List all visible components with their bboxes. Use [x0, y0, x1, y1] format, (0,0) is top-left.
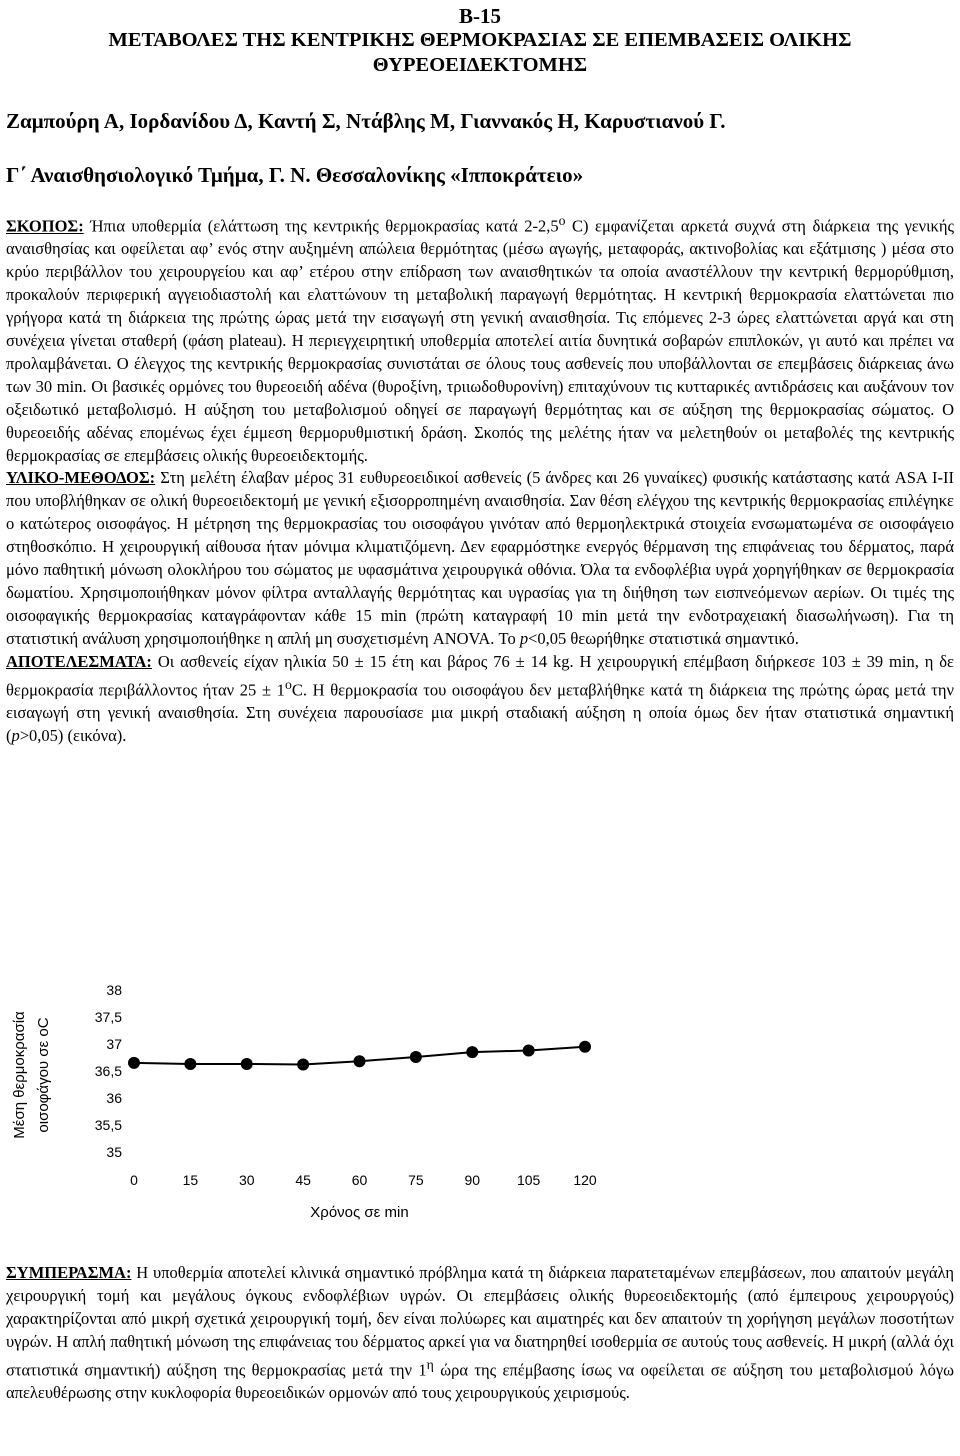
section-methods-text-1: Στη μελέτη έλαβαν μέρος 31 ευθυρεοειδικοί ασθενείς (5 άνδρες και 26 γυναίκες) φυσικής κατάστασης κατά ASA I-II που υποβλήθηκαν σε ολική θυρεοειδεκτομή με γενική εξισορροπημένη αναισθησία. Σαν θέση ελέγχου της κεντρικής θερμοκρασίας επιλέγηκε ο κατώτερος οισοφάγος. Η μέτρηση της θερμοκρασίας του οισοφάγου γινόταν από θερμοηλεκτρικά στοιχεία ενσωματωμένα σε οισοφάγειο στηθοσκόπιο. Η χειρουργική αίθουσα ήταν μόνιμα κλιματιζόμενη. Δεν εφαρμόστηκε ενεργός θέρμανση της επιφάνειας του δέρματος, παρά μόνο παθητική μόνωση ολοκλήρου του σώματος με υφασμάτινα χειρουργικά οθόνια. Όλα τα ενδοφλέβια υγρά χορηγήθηκαν σε θερμοκρασία δωματίου. Χρησιμοποιήθηκαν μόνον φίλτρα ανταλλαγής θερμότητας και υγρασίας για τη διήθηση των εισπνεόμενων αερίων. Οι τιμές της οισοφαγικής θερμοκρασίας καταγράφονταν κάθε 15 min (πρώτη καταγραφή 10 min μετά την ενδοτραχειακή διασωλήνωση). Για τη στατιστική ανάλυση χρησιμοποιήθηκε η απλή μη συσχετισμένη ANOVA. Το	[6, 468, 954, 648]
section-conclusion-text-2: ώρα της επέμβασης ίσως να οφείλεται σε αύξηση του μεταβολισμού λόγω απελευθέρωσης στην κυκλοφορία θυρεοειδικών ορμονών από τους χειρουργικούς χειρισμούς.	[6, 1360, 954, 1403]
section-results	[6, 651, 954, 748]
section-results-text-1: Οι ασθενείς είχαν ηλικία 50 ± 15 έτη και βάρος 76 ± 14 kg. Η χειρουργική επέμβαση διήρκεσε 103 ± 39 min, η δε θερμοκρασία περιβάλλοντος ήταν 25 ± 1	[6, 651, 954, 700]
data-point	[297, 1059, 309, 1071]
x-tick-label: 90	[464, 1172, 481, 1188]
p-value-symbol: p	[519, 628, 529, 648]
degree-sup: ο	[284, 676, 292, 692]
chart-container	[0, 978, 948, 1240]
y-tick-label: 38	[106, 982, 122, 998]
x-tick-label: 45	[295, 1172, 311, 1188]
section-results-label: ΑΠΟΤΕΛΕΣΜΑΤΑ:	[6, 651, 152, 671]
x-tick-label: 120	[573, 1172, 597, 1188]
section-results-text-2: C. Η θερμοκρασία του οισοφάγου δεν μεταβλήθηκε κατά τη διάρκεια της πρώτης ώρας μετά την εισαγωγή στη γενική αναισθησία. Στη συνέχεια παρουσίασε μια μικρή σταδιακή αύξηση η οποία όμως δεν ήταν στατιστικά σημαντική (	[6, 680, 954, 745]
temperature-chart	[0, 978, 960, 1240]
ordinal-sup: η	[426, 1356, 434, 1372]
x-tick-label: 0	[130, 1172, 138, 1188]
abstract-code: Β-15	[459, 4, 501, 28]
authors: Ζαμπούρη Α, Ιορδανίδου Δ, Καντή Σ, Ντάβλης Μ, Γιαννακός Η, Καρυστιανού Γ.	[6, 109, 726, 133]
section-results-text-3: >0,05) (εικόνα).	[19, 725, 127, 745]
data-point	[410, 1051, 422, 1063]
y-axis-title	[11, 1011, 52, 1139]
data-point	[523, 1044, 535, 1056]
affiliation: Γ΄ Αναισθησιολογικό Τμήμα, Γ. Ν. Θεσσαλονίκης «Ιπποκράτειο»	[6, 163, 584, 187]
abstract-title-line2: ΘΥΡΕΟΕΙΔΕΚΤΟΜΗΣ	[372, 54, 588, 76]
section-aim-label: ΣΚΟΠΟΣ:	[6, 216, 84, 236]
x-tick-label: 75	[408, 1172, 424, 1188]
data-point	[128, 1057, 140, 1069]
y-tick-label: 36	[106, 1090, 122, 1106]
section-aim-text-2: C) εμφανίζεται αρκετά συχνά στη διάρκεια της γενικής αναισθησίας και οφείλεται αφ’ ενός στην αυξημένη απώλεια θερμότητας (μέσω αγωγής, μεταφοράς, ακτινοβολίας και εξάτμισης ) μέσα στο κρύο περιβάλλον του χειρουργείου και αφ’ ετέρου στην επίδραση των αναισθητικών τα οποία αναστέλλουν την κεντρική θερμορύθμιση, προκαλούν περιφερική αγγειοδιαστολή και ελαττώνουν τη μεταβολική παραγωγή θερμότητας. Η κεντρική θερμοκρασία ελαττώνεται πιο γρήγορα κατά τη διάρκεια της πρώτης ώρας μετά την εισαγωγή στη γενική αναισθησία. Τις επόμενες 2-3 ώρες ελαττώνεται αργά και στη συνέχεια γίνεται σταθερή (φάση plateau). Η περιεγχειρητική υποθερμία αποτελεί αιτία δυνητικά σοβαρών επιπλοκών, γι αυτό και πρέπει να προλαμβάνεται. Ο έλεγχος της κεντρικής θερμοκρασίας συνιστάται σε όλους τους ασθενείς που υποβάλλονται σε επεμβάσεις διάρκειας άνω των 30 min. Οι βασικές ορμόνες του θυρεοειδή αδένα (θυροξίνη, τριιωδοθυρονίνη) επιταχύνουν τις κυτταρικές αντιδράσεις και αυξάνουν τον οξειδωτικό μεταβολισμό. Η αύξηση του μεταβολισμού οδηγεί σε παραγωγή θερμότητας και σε αύξηση της θερμοκρασίας σώματος. Ο θυρεοειδής αδένας επομένως έχει έμμεση θερμορυθμιστική δράση. Σκοπός της μελέτης ήταν να μελετηθούν οι μεταβολές της κεντρικής θερμοκρασίας σε επεμβάσεις ολικής θυρεοειδεκτομής.	[6, 216, 954, 465]
y-tick-label: 37,5	[94, 1009, 122, 1025]
x-tick-label: 105	[516, 1172, 541, 1188]
y-axis-title-line1: Μέση θερμοκρασία	[11, 1011, 28, 1139]
data-point	[184, 1058, 196, 1070]
x-tick-label: 30	[238, 1172, 255, 1188]
x-axis-title: Χρόνος σε min	[310, 1204, 409, 1221]
y-tick-label: 36,5	[94, 1063, 122, 1079]
abstract-title-line1: ΜΕΤΑΒΟΛΕΣ ΤΗΣ ΚΕΝΤΡΙΚΗΣ ΘΕΡΜΟΚΡΑΣΙΑΣ ΣΕ ΕΠΕΜΒΑΣΕΙΣ ΟΛΙΚΗΣ	[108, 29, 852, 51]
section-methods	[6, 467, 954, 650]
y-tick-label: 35	[106, 1144, 122, 1160]
y-tick-label: 35,5	[94, 1117, 122, 1133]
degree-sup: ο	[558, 213, 566, 228]
data-point	[241, 1058, 253, 1070]
section-conclusion-text-1: Η υποθερμία αποτελεί κλινικά σημαντικό πρόβλημα κατά τη διάρκεια παρατεταμένων επεμβάσεων, που απαιτούν μεγάλη χειρουργική τομή και μεγάλους όγκους ενδοφλέβιων υγρών. Οι επεμβάσεις ολικής θυρεοειδεκτομής (από έμπειρους χειρουργούς) χαρακτηρίζονται από μικρή σχετικά χειρουργική τομή, δεν είναι πολύωρες και αιματηρές και δεν απαιτούν τη χορήγηση μεγάλων ποσοτήτων υγρών. Η απλή παθητική μόνωση της επιφάνειας του δέρματος αρκεί για να διατηρηθεί ισοθερμία σε αυτούς τους ασθενείς. Η μικρή (αλλά όχι στατιστικά σημαντική) αύξηση της θερμοκρασίας μετά την 1	[6, 1263, 954, 1380]
y-tick-label: 37	[106, 1036, 122, 1052]
data-point	[466, 1046, 478, 1058]
x-tick-label: 60	[351, 1172, 368, 1188]
y-axis-title-line2: οισοφάγου σε oC	[35, 1017, 52, 1133]
section-conclusion	[6, 1262, 954, 1405]
section-methods-text-2: <0,05 θεωρήθηκε στατιστικά σημαντικό.	[528, 628, 799, 648]
x-tick-label: 15	[182, 1172, 199, 1188]
section-aim	[6, 210, 954, 467]
p-value-symbol: p	[11, 725, 20, 745]
section-aim-text-1: Ήπια υποθερμία (ελάττωση της κεντρικής θερμοκρασίας κατά 2-2,5	[83, 216, 559, 236]
data-point	[579, 1041, 591, 1053]
section-conclusion-label: ΣΥΜΠΕΡΑΣΜΑ:	[6, 1263, 132, 1282]
section-methods-label: ΥΛΙΚΟ-ΜΕΘΟΔΟΣ:	[6, 468, 156, 488]
data-point	[354, 1055, 366, 1067]
